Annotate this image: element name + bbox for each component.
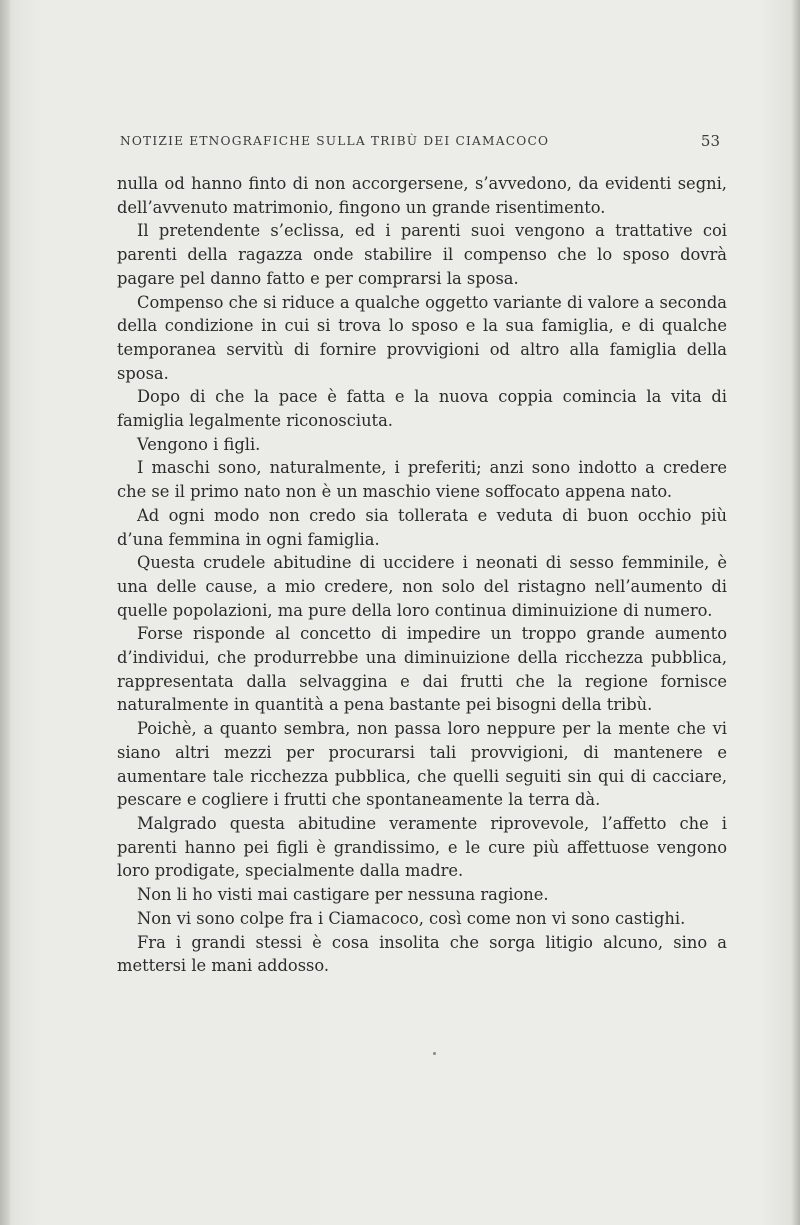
paragraph: Poichè, a quanto sembra, non passa loro neppure per la mente che vi siano altri mezzi per procurarsi tali provvigioni, di mantenere e aumentare tale ricchezza pubblica, che quelli seguiti sin qui di cacciare, pescare e cogliere i frutti che spontaneamente la terra dà.: [117, 719, 727, 810]
paragraph: Forse risponde al concetto di impedire un troppo grande aumento d’individui, che produrrebbe una diminuizione della ricchezza pubblica, rappresentata dalla selvaggina e dai frutti che la regione fornisce naturalmente in quantità a pena bastante pei bisogni della tribù.: [117, 624, 727, 715]
paragraph: Vengono i figli.: [137, 434, 261, 454]
body-text: [117, 172, 727, 978]
paragraph: Non vi sono colpe fra i Ciamacoco, così come non vi sono castighi.: [137, 908, 686, 928]
paragraph: Non li ho visti mai castigare per nessuna ragione.: [137, 885, 549, 905]
paragraph: nulla od hanno finto di non accorgersene, s’avvedono, da evidenti segni, dell’avvenuto matrimonio, fingono un grande risentimento.: [117, 174, 727, 217]
paragraph: Ad ogni modo non credo sia tollerata e veduta di buon occhio più d’una femmina in ogni famiglia.: [117, 505, 727, 549]
paragraph: Dopo di che la pace è fatta e la nuova coppia comincia la vita di famiglia legalmente riconosciuta.: [117, 387, 727, 431]
page-edge-shadow: [792, 0, 800, 1225]
paragraph: Compenso che si riduce a qualche oggetto variante di valore a seconda della condizione in cui si trova lo sposo e la sua famiglia, e di qualche temporanea servitù di fornire provvigioni od altro alla famiglia della sposa.: [117, 292, 727, 383]
page-binding-shadow: [0, 0, 10, 1225]
paragraph: Malgrado questa abitudine veramente riprovevole, l’affetto che i parenti hanno pei figli è grandissimo, e le cure più affettuose vengono loro prodigate, specialmente dalla madre.: [117, 813, 727, 881]
running-head: [120, 134, 720, 154]
page-number: 53: [700, 132, 720, 150]
paper-speck: [433, 1052, 436, 1055]
paragraph: Fra i grandi stessi è cosa insolita che sorga litigio alcuno, sino a mettersi le mani addosso.: [117, 932, 727, 976]
paragraph: Il pretendente s’eclissa, ed i parenti suoi vengono a trattative coi parenti della ragazza onde stabilire il compenso che lo sposo dovrà pagare pel danno fatto e per comprarsi la sposa.: [117, 221, 727, 288]
running-title: NOTIZIE ETNOGRAFICHE SULLA TRIBÙ DEI CIAMACOCO: [120, 134, 550, 148]
paragraph: I maschi sono, naturalmente, i preferiti; anzi sono indotto a credere che se il primo nato non è un maschio viene soffocato appena nato.: [117, 458, 727, 502]
paragraph: Questa crudele abitudine di uccidere i neonati di sesso femminile, è una delle cause, a mio credere, non solo del ristagno nell’aumento di quelle popolazioni, ma pure della loro continua diminuizione di numero.: [117, 553, 727, 620]
